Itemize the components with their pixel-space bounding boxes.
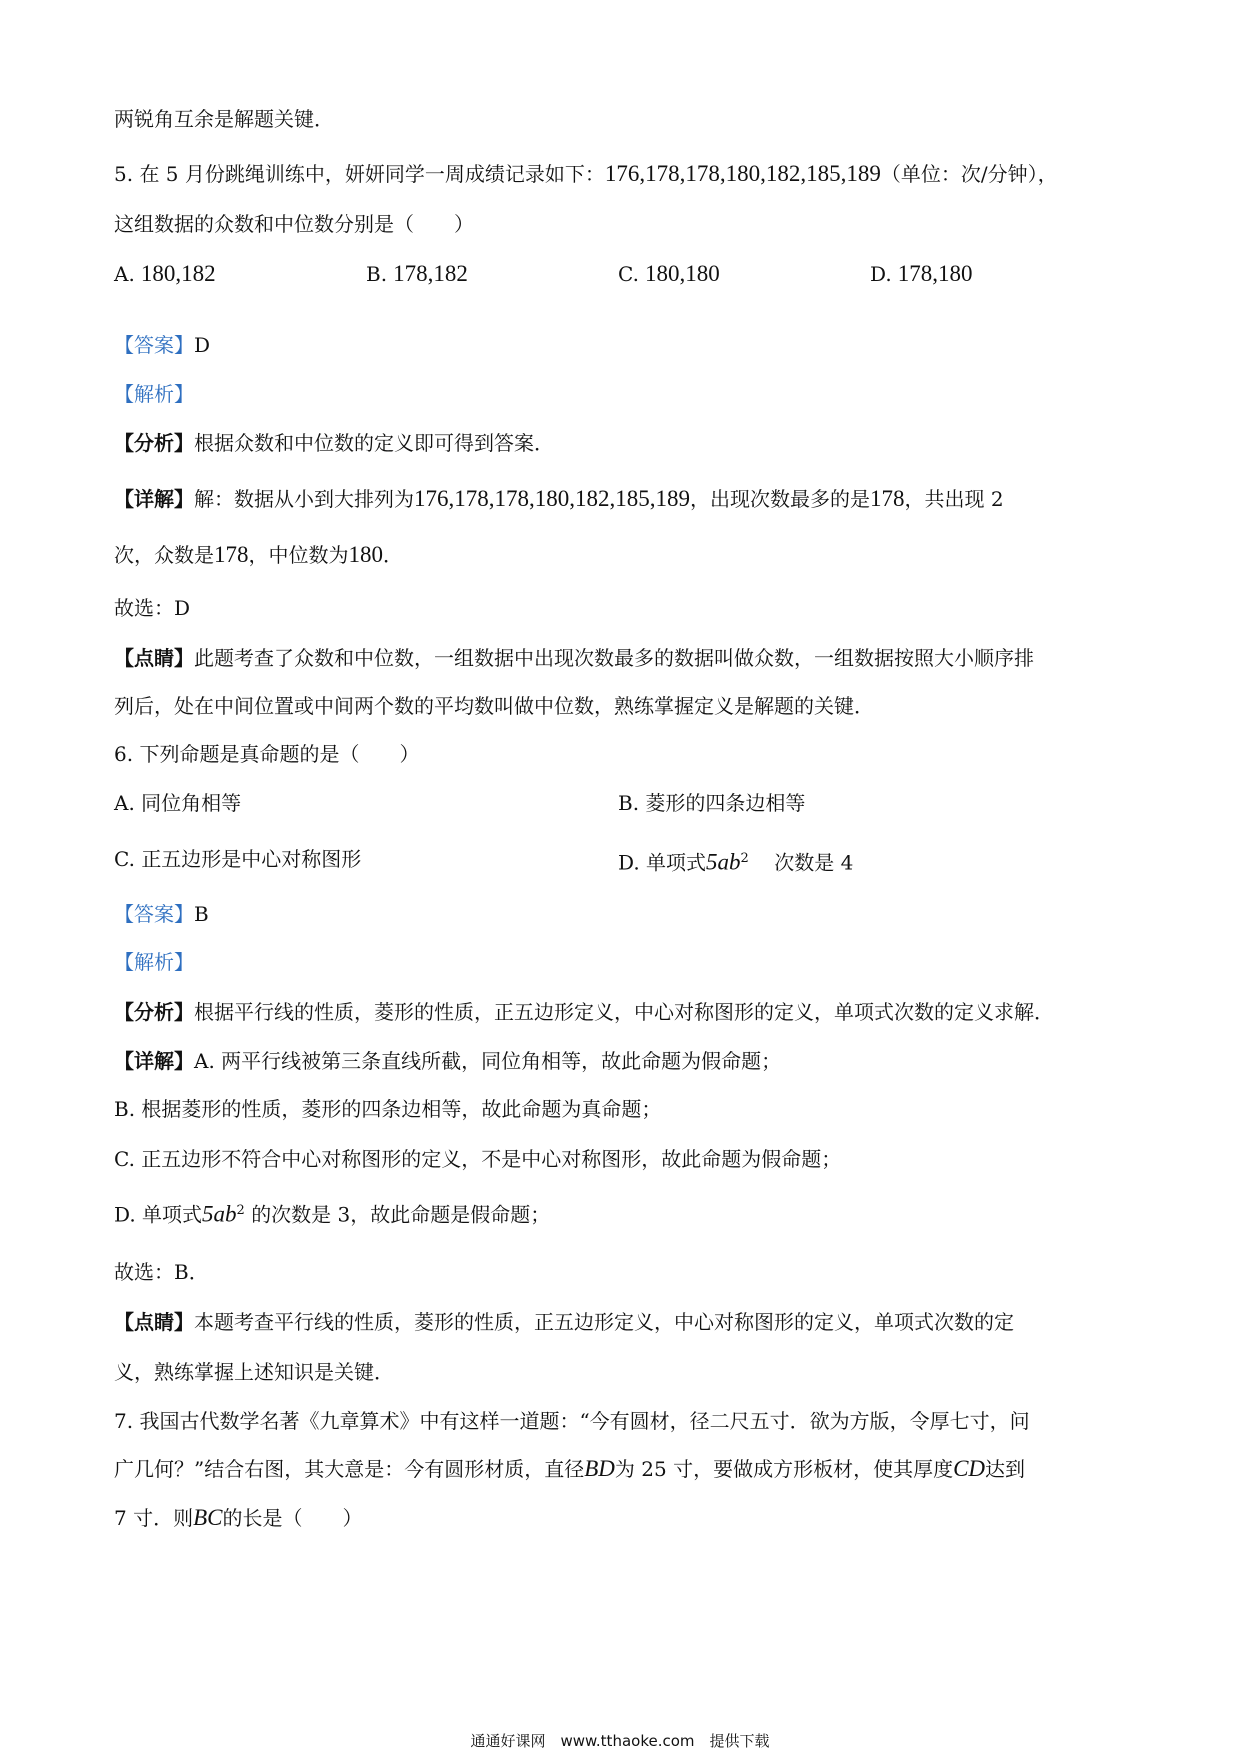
- question-7-stem: 7. 我国古代数学名著《九章算术》中有这样一道题：“今有圆材，径二尺五寸．欲为方版，令厚七寸，问: [114, 1409, 1030, 1433]
- q6-detail-c: C. 正五边形不符合中心对称图形的定义，不是中心对称图形，故此命题为假命题；: [114, 1147, 842, 1171]
- q6-answer: 【答案】B: [114, 902, 209, 926]
- question-6-stem: 6. 下列命题是真命题的是（ ）: [114, 742, 420, 766]
- question-5-stem: 5. 在 5 月份跳绳训练中，妍妍同学一周成绩记录如下：176,178,178,180,182,185,189（单位：次/分钟），: [114, 161, 1058, 186]
- page-footer: 通通好课网 www.tthaoke.com 提供下载: [470, 1732, 770, 1750]
- q5-option-a: A. 180,182: [114, 261, 216, 286]
- text-line: 两锐角互余是解题关键．: [114, 107, 334, 131]
- q5-comment-cont: 列后，处在中间位置或中间两个数的平均数叫做中位数，熟练掌握定义是解题的关键．: [114, 694, 874, 718]
- q6-option-b: B. 菱形的四条边相等: [618, 791, 806, 815]
- q5-analysis-heading: 【解析】: [114, 382, 194, 406]
- q5-analysis: 【分析】根据众数和中位数的定义即可得到答案．: [114, 431, 554, 455]
- q5-option-b: B. 178,182: [366, 261, 468, 286]
- q6-detail-d: D. 单项式$5ab^2$ 的次数是 3，故此命题是假命题；: [114, 1201, 551, 1227]
- q6-detail: 【详解】A. 两平行线被第三条直线所截，同位角相等，故此命题为假命题；: [114, 1049, 782, 1073]
- q5-answer: 【答案】D: [114, 333, 211, 357]
- q5-detail-cont: 次，众数是178，中位数为180．: [114, 542, 403, 567]
- q5-detail: 【详解】解：数据从小到大排列为176,178,178,180,182,185,189，出现次数最多的是178，共出现 2: [114, 486, 1004, 511]
- q5-option-c: C. 180,180: [618, 261, 720, 286]
- q6-analysis: 【分析】根据平行线的性质，菱形的性质，正五边形定义，中心对称图形的定义，单项式次数的定义求解．: [114, 1000, 1054, 1024]
- q6-option-d: D. 单项式$5ab^2$ 次数是 4: [618, 849, 854, 875]
- q5-choice: 故选：D: [114, 596, 191, 620]
- q6-choice: 故选：B．: [114, 1260, 209, 1284]
- q6-option-c: C. 正五边形是中心对称图形: [114, 847, 362, 871]
- q6-comment-cont: 义，熟练掌握上述知识是关键．: [114, 1360, 394, 1384]
- question-7-stem-cont: 广几何？”结合右图，其大意是：今有圆形材质，直径BD为 25 寸，要做成方形板材，使其厚度CD达到: [114, 1456, 1026, 1481]
- question-5-stem-cont: 这组数据的众数和中位数分别是（ ）: [114, 212, 474, 236]
- q6-option-a: A. 同位角相等: [114, 791, 242, 815]
- q6-analysis-heading: 【解析】: [114, 950, 194, 974]
- q5-comment: 【点睛】此题考查了众数和中位数，一组数据中出现次数最多的数据叫做众数，一组数据按照大小顺序排: [114, 646, 1034, 670]
- q6-detail-b: B. 根据菱形的性质，菱形的四条边相等，故此命题为真命题；: [114, 1097, 662, 1121]
- q6-comment: 【点睛】本题考查平行线的性质，菱形的性质，正五边形定义，中心对称图形的定义，单项式次数的定: [114, 1310, 1014, 1334]
- question-7-stem-end: 7 寸．则BC的长是（ ）: [114, 1505, 363, 1530]
- q5-option-d: D. 178,180: [870, 261, 973, 286]
